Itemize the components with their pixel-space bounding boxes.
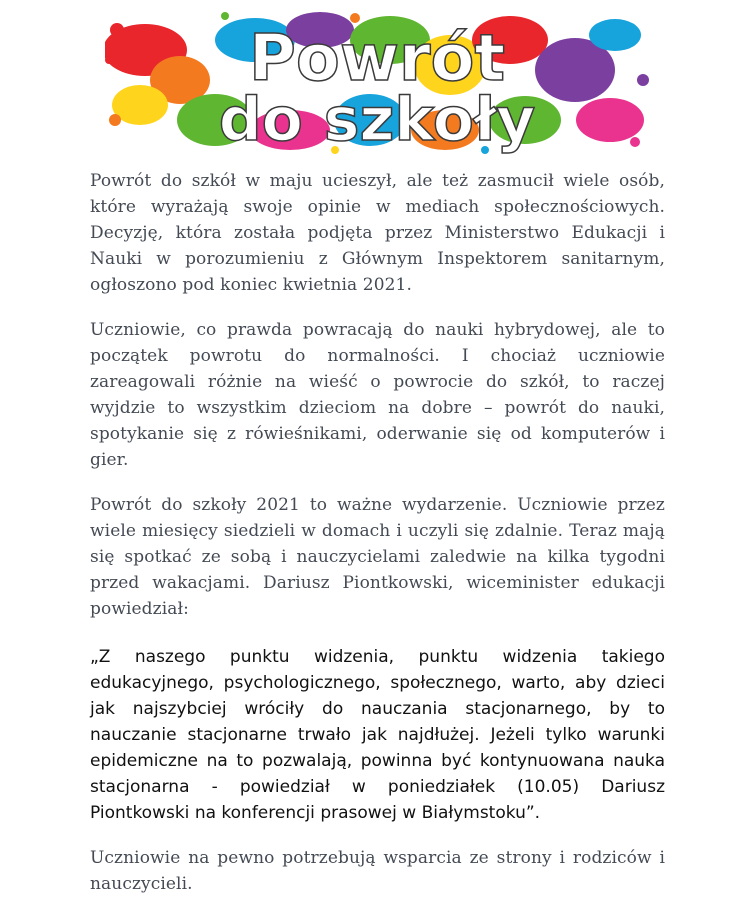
article-body: [90, 168, 665, 916]
paint-splash-graphic: [105, 10, 650, 155]
banner-title-line2: do szkoły: [218, 85, 536, 155]
quote-paragraph: „Z naszego punktu widzenia, punktu widzenia takiego edukacyjnego, psychologicznego, społecznego, warto, aby dzieci jak najszybciej wróciły do nauczania stacjonarnego, by to nauczanie stacjonarne trwało jak najdłużej. Jeżeli tylko warunki epidemiczne na to pozwalają, powinna być kontynuowana nauka stacjonarna - powiedział w poniedziałek (10.05) Dariusz Piontkowski na konferencji prasowej w Białymstoku”.: [90, 647, 665, 823]
banner-title-line1: Powrót: [248, 22, 506, 96]
article-closing-paragraph: Uczniowie na pewno potrzebują wsparcia ze strony i rodziców i nauczycieli.: [90, 848, 665, 894]
article-paragraph-3: Powrót do szkoły 2021 to ważne wydarzenie. Uczniowie przez wiele miesięcy siedzieli w domach i uczyli się zdalnie. Teraz mają się spotkać ze sobą i nauczycielami zaledwie na kilka tygodni przed wakacjami. Dariusz Piontkowski, wiceminister edukacji powiedział:: [90, 495, 665, 619]
banner-image: [105, 10, 650, 155]
article-paragraph-1: Powrót do szkół w maju ucieszył, ale też zasmucił wiele osób, które wyrażają swoje opinie w mediach społecznościowych. Decyzję, która została podjęta przez Ministerstwo Edukacji i Nauki w porozumieniu z Głównym Inspektorem sanitarnym, ogłoszono pod koniec kwietnia 2021.: [90, 171, 665, 295]
article-paragraph-2: Uczniowie, co prawda powracają do nauki hybrydowej, ale to początek powrotu do normalności. I chociaż uczniowie zareagowali różnie na wieść o powrocie do szkół, to raczej wyjdzie to wszystkim dzieciom na dobre – powrót do nauki, spotykanie się z rówieśnikami, oderwanie się od komputerów i gier.: [90, 320, 665, 470]
